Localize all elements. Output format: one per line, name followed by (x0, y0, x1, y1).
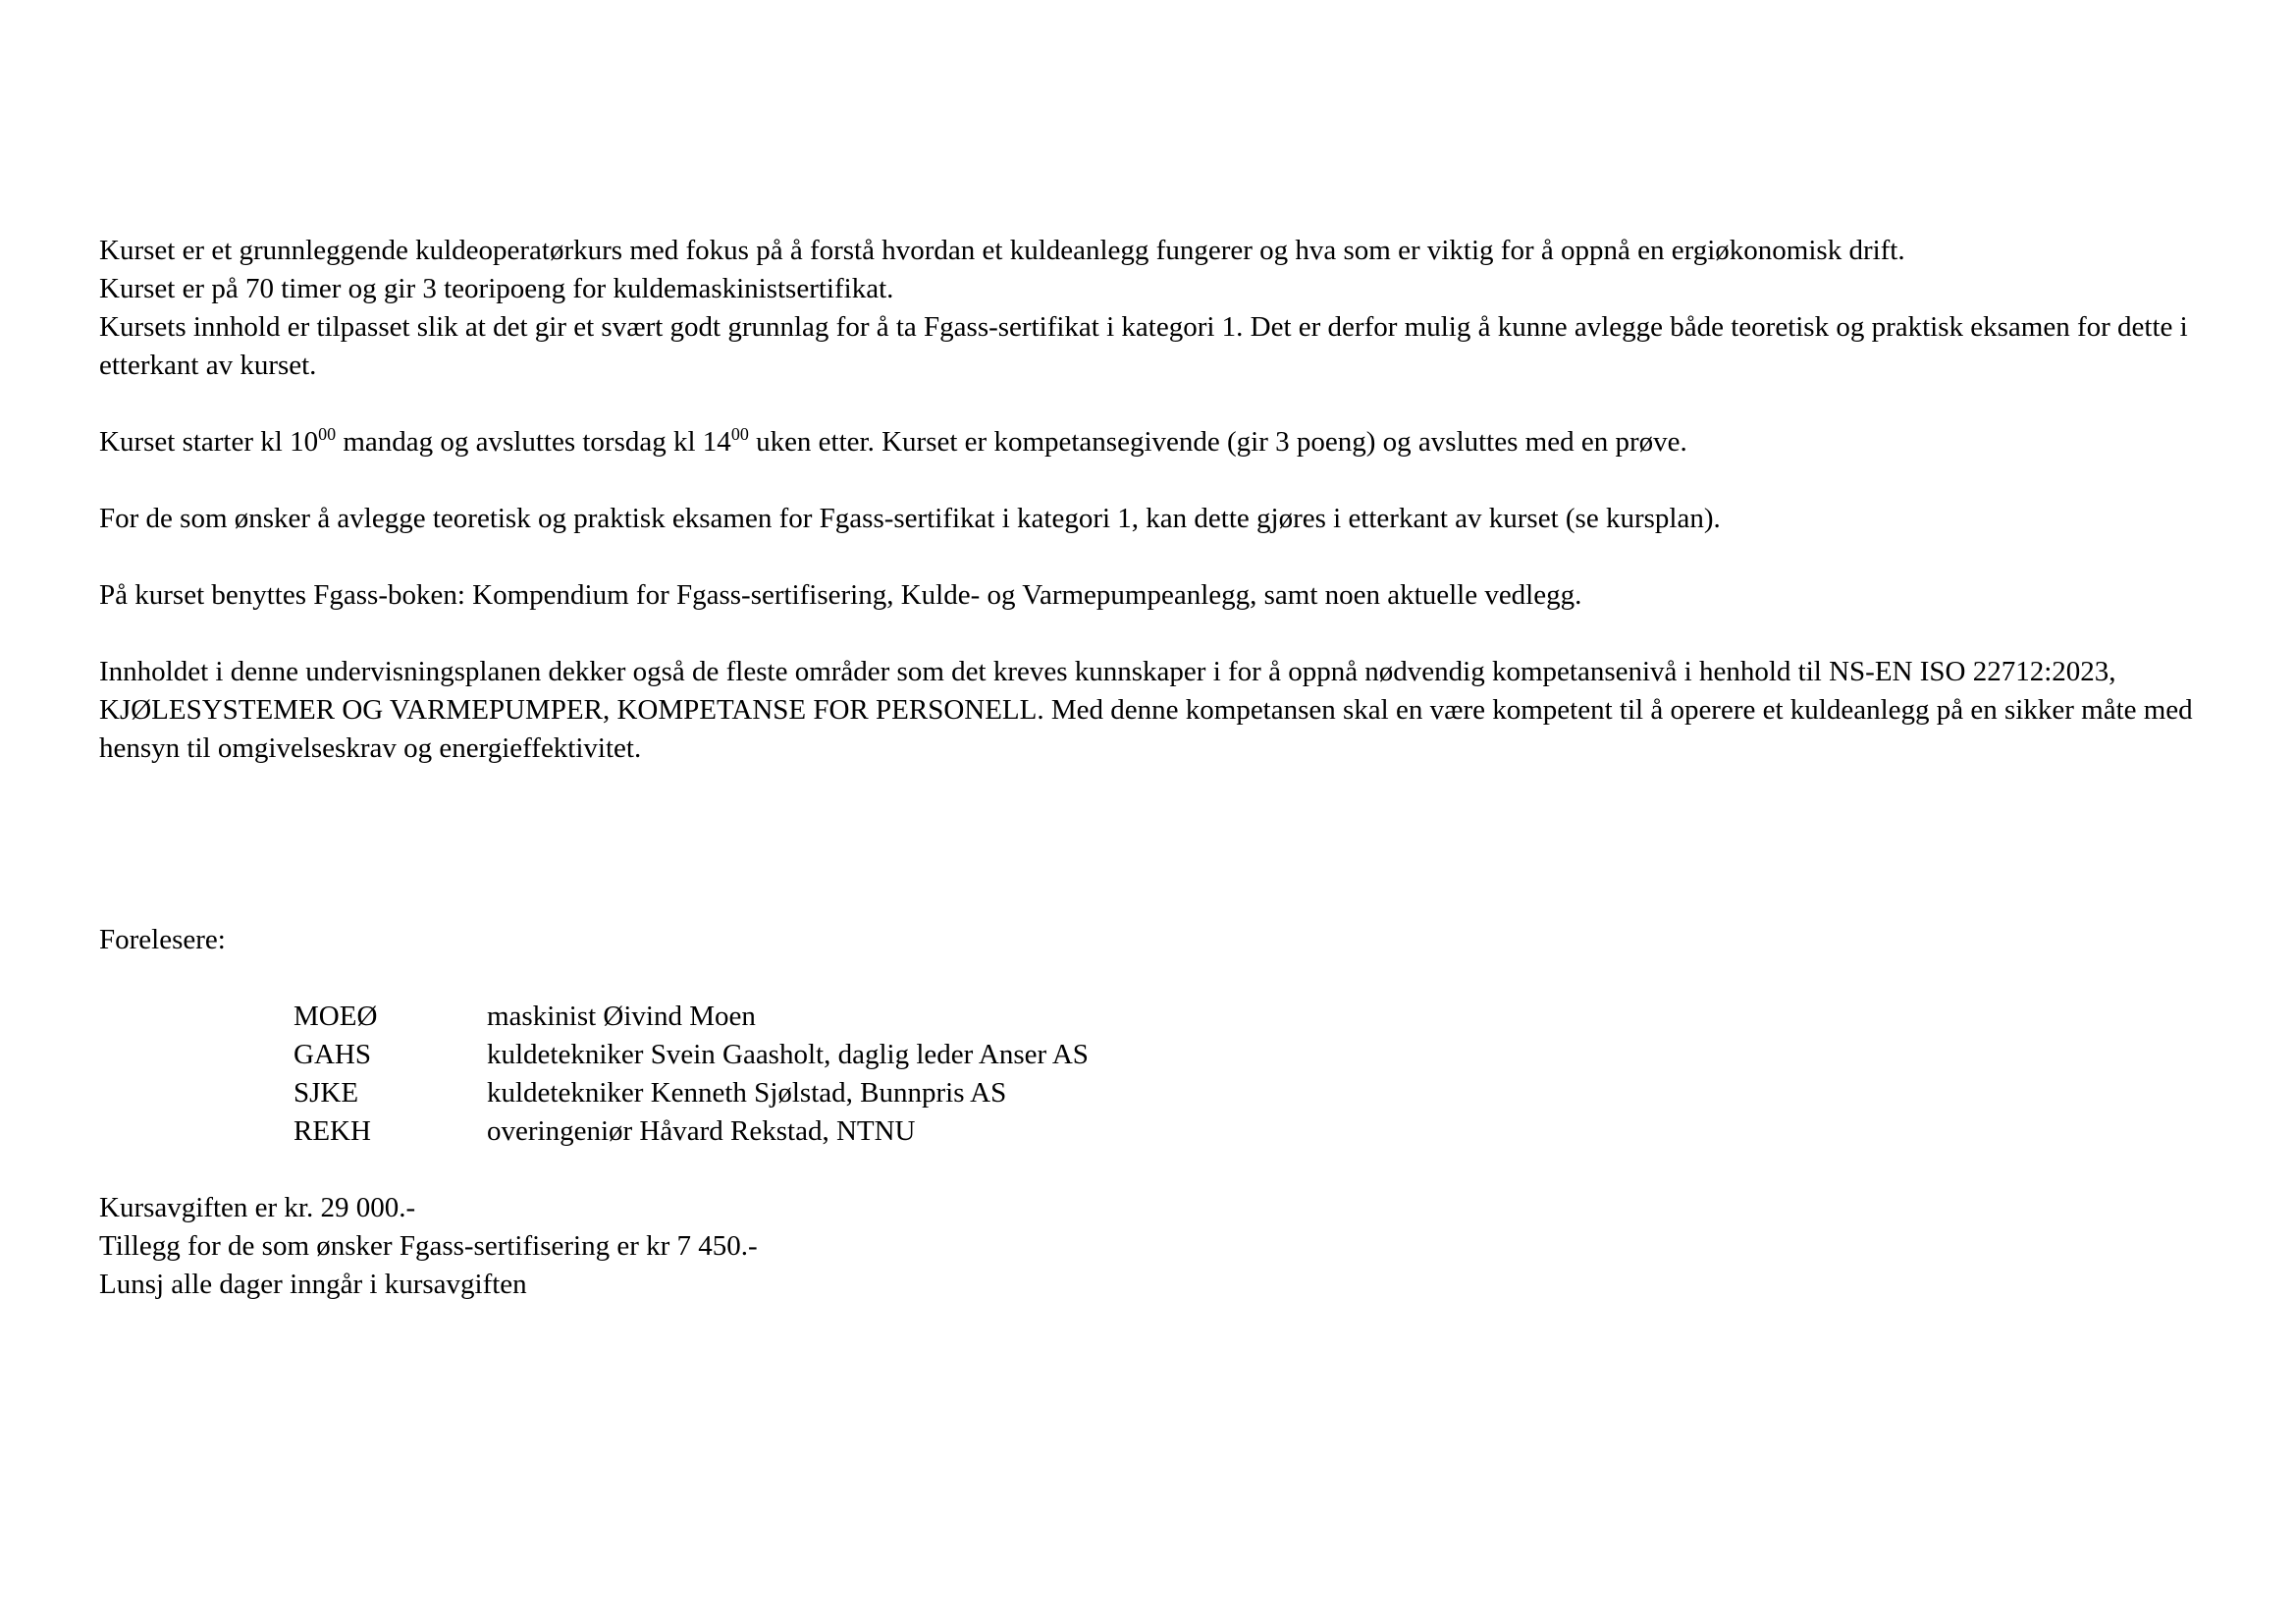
fgass-fee: Tillegg for de som ønsker Fgass-sertifisering er kr 7 450.- (99, 1230, 758, 1262)
course-fee: Kursavgiften er kr. 29 000.- (99, 1192, 416, 1223)
spacer (99, 385, 2239, 423)
intro-section (99, 232, 2239, 385)
intro-line-2: Kurset er på 70 timer og gir 3 teoripoeng for kuldemaskinistsertifikat. (99, 273, 894, 304)
spacer (99, 615, 2239, 653)
lecturer-row (294, 1036, 2239, 1074)
intro-line-3: Kursets innhold er tilpasset slik at det gir et svært godt grunnlag for å ta Fgass-sertifikat i kategori 1. Det er derfor mulig å kunne avlegge både teoretisk og praktisk eksamen for dette i etterkant av kurset. (99, 311, 2188, 381)
schedule-part-1: Kurset starter kl 10 (99, 426, 319, 458)
lecturer-code: REKH (294, 1115, 371, 1147)
standard-paragraph: Innholdet i denne undervisningsplanen dekker også de fleste områder som det kreves kunnskaper i for å oppnå nødvendig kompetansenivå i henhold til NS-EN ISO 22712:2023, KJØLESYSTEMER OG VARMEPUMPER, KOMPETANSE FOR PERSONELL. Med denne kompetansen skal en være kompetent til å operere et kuldeanlegg på en sikker måte med hensyn til omgivelseskrav og energieffektivitet. (99, 656, 2193, 764)
lecturer-description: kuldetekniker Kenneth Sjølstad, Bunnpris AS (487, 1077, 1007, 1109)
lecturer-row (294, 1074, 2239, 1112)
fee-section (99, 1189, 2239, 1304)
lecturers-list (294, 998, 2239, 1151)
lecturer-description: kuldetekniker Svein Gaasholt, daglig leder Anser AS (487, 1039, 1089, 1070)
exam-paragraph: For de som ønsker å avlegge teoretisk og praktisk eksamen for Fgass-sertifikat i kategori 1, kan dette gjøres i etterkant av kurset (se kursplan). (99, 503, 1721, 534)
spacer (99, 538, 2239, 576)
lecturer-code: MOEØ (294, 1001, 378, 1032)
schedule-sup-2: 00 (730, 424, 749, 444)
lecturer-description: overingeniør Håvard Rekstad, NTNU (487, 1115, 916, 1147)
lunch-note: Lunsj alle dager inngår i kursavgiften (99, 1269, 527, 1300)
schedule-paragraph (99, 423, 2239, 461)
lecturer-code: GAHS (294, 1039, 371, 1070)
spacer (99, 461, 2239, 500)
document-page (99, 232, 2239, 1304)
lecturer-row (294, 1112, 2239, 1151)
lecturer-code: SJKE (294, 1077, 359, 1109)
schedule-sup-1: 00 (318, 424, 337, 444)
schedule-part-2: mandag og avsluttes torsdag kl 14 (336, 426, 731, 458)
lecturer-description: maskinist Øivind Moen (487, 1001, 756, 1032)
schedule-part-3: uken etter. Kurset er kompetansegivende (gir 3 poeng) og avsluttes med en prøve. (748, 426, 1687, 458)
lecturer-row (294, 998, 2239, 1036)
book-paragraph: På kurset benyttes Fgass-boken: Kompendium for Fgass-sertifisering, Kulde- og Varmepumpeanlegg, samt noen aktuelle vedlegg. (99, 579, 1582, 611)
spacer (99, 768, 2239, 921)
intro-line-1: Kurset er et grunnleggende kuldeoperatørkurs med fokus på å forstå hvordan et kuldeanlegg fungerer og hva som er viktig for å oppnå en ergiøkonomisk drift. (99, 235, 1905, 266)
lecturers-heading: Forelesere: (99, 924, 226, 955)
